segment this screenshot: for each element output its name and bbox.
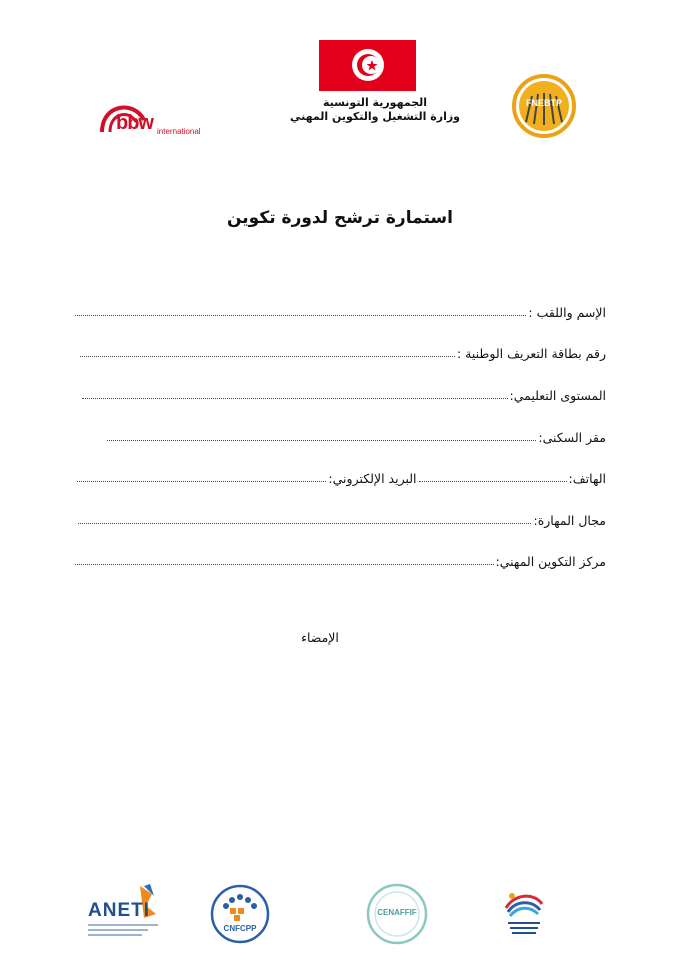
form-row-skill[interactable]: [78, 506, 606, 528]
tunisia-flag-icon: [319, 40, 416, 91]
aneti-logo-text: ANETI: [88, 900, 150, 921]
center-label: مركز التكوين المهني:: [495, 554, 606, 569]
form-row-phone-email[interactable]: [77, 464, 606, 486]
form-row-id[interactable]: [80, 339, 606, 361]
skill-field[interactable]: [78, 522, 531, 524]
republic-name: الجمهورية التونسية: [322, 96, 428, 109]
atfp-logo-icon: [500, 884, 548, 940]
page-title: استمارة ترشح لدورة تكوين: [227, 208, 453, 228]
cenaffif-logo-text: CENAFFIF: [377, 908, 417, 917]
signature-label: الإمضاء: [301, 630, 339, 645]
phone-field[interactable]: [419, 480, 567, 482]
fnebtp-logo-text: FNEBTP: [526, 98, 562, 108]
header-text: [280, 96, 470, 124]
form-row-name[interactable]: [75, 298, 606, 320]
id-field[interactable]: [80, 355, 455, 357]
aneti-logo: [88, 880, 164, 940]
ministry-name: وزارة التشغيل والتكوين المهني: [289, 110, 461, 123]
residence-field[interactable]: [107, 439, 536, 441]
cenaffif-logo: [366, 883, 428, 945]
name-field[interactable]: [75, 314, 526, 316]
education-label: المستوى التعليمي:: [509, 388, 606, 403]
center-field[interactable]: [75, 563, 494, 565]
bbw-logo: [96, 98, 206, 142]
bbw-logo-subtext: international: [157, 127, 201, 136]
skill-label: مجال المهارة:: [533, 513, 606, 528]
email-field[interactable]: [77, 480, 326, 482]
phone-label: الهاتف:: [568, 471, 606, 486]
residence-label: مقر السكنى:: [538, 430, 606, 445]
id-label: رقم بطاقة التعريف الوطنية :: [457, 346, 606, 361]
form-row-residence[interactable]: [107, 423, 606, 445]
bbw-logo-text: bbw: [116, 112, 153, 134]
form-row-center[interactable]: [75, 547, 606, 569]
email-label: البريد الإلكتروني:: [328, 471, 417, 486]
form-row-education[interactable]: [82, 381, 606, 403]
name-label: الإسم واللقب :: [528, 305, 606, 320]
fnebtp-logo: [512, 74, 576, 138]
education-field[interactable]: [82, 397, 508, 399]
cnfcpp-logo: [210, 884, 270, 944]
cnfcpp-logo-text: CNFCPP: [223, 924, 257, 933]
